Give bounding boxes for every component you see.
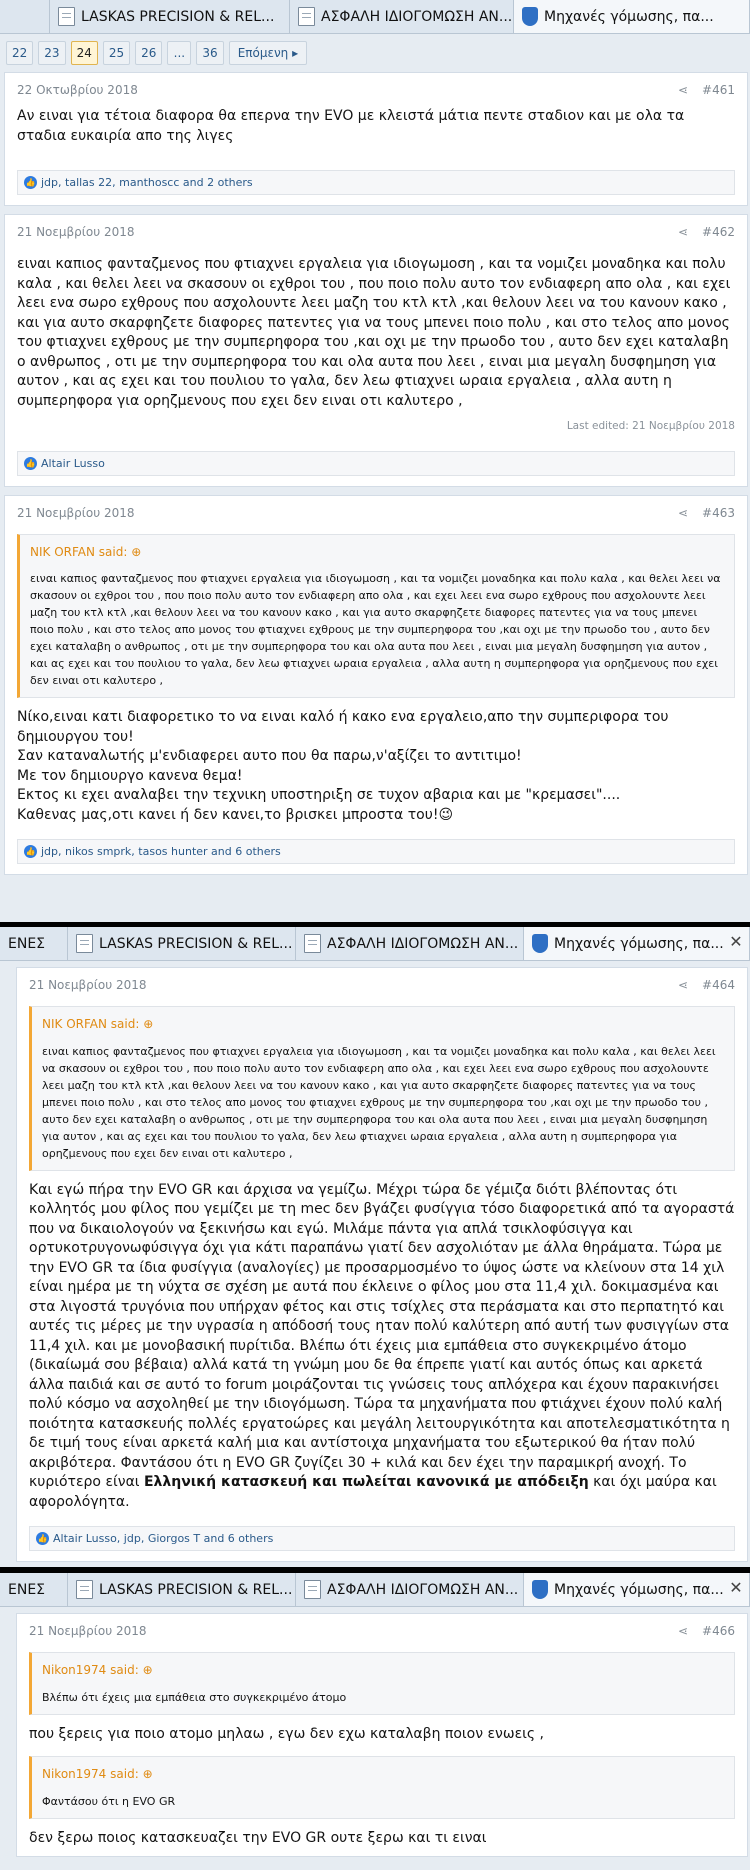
post-date[interactable]: 21 Νοεμβρίου 2018 bbox=[17, 225, 135, 239]
shield-icon bbox=[532, 1580, 548, 1599]
like-icon: 👍 bbox=[25, 458, 36, 468]
page-25[interactable]: 25 bbox=[103, 41, 130, 65]
quote-author[interactable] bbox=[32, 1007, 734, 1041]
post-number[interactable]: #463 bbox=[702, 505, 735, 520]
quote-author-label: Nikon1974 said: bbox=[42, 1767, 139, 1781]
post-body bbox=[5, 245, 747, 445]
post-461 bbox=[4, 72, 748, 206]
quote-text: ειναι καπιος φανταζμενος που φτιαχνει εργαλεια για ιδιογωμοση , και τα νομιζει μοναδηκα και πολυ καλα , και θελει λεει να σκασουν οι εχθροι του , που ποιο πολυ αυτο τον ενδιαφερη απο ολα , και εχει λεει ενα σωρο εχθρους που ασχολουντε λεει μαζη του κτλ κτλ ,και θελουν λεει να του κανουν κακο , και για αυτο σκαρφηζετε διαφορες πατεντες για να τους μπενει ποιο πολυ , και στο τελος απο μονος του φτιαχνει εχθρους με την συμπερηφορα του ,και οχι με την πρωοδο του , αυτο δεν εχει καταλαβη ο ανθρωπος , οτι με την συμπερηφορα του και ολα αυτα που λεει , ειναι μια μεγαλη δυσφημηση για αυτον , και ας εχει και του πουλιου το γαλα, δεν λεω φτιαχνει ωραια εργαλεια , αλλα αυτη η συμπερηφορα για ορηζμενους που εχει δεν ειναι οτι καλυτερο , bbox=[30, 572, 721, 687]
tab-label: ΑΣΦΑΛΗ ΙΔΙΟΓΟΜΩΣΗ ΑΝ... bbox=[327, 935, 519, 952]
share-icon[interactable]: ⋖ bbox=[677, 505, 689, 520]
close-icon[interactable]: ✕ bbox=[729, 932, 743, 951]
tab-label: LASKAS PRECISION & REL... bbox=[99, 935, 293, 952]
page-24-current[interactable]: 24 bbox=[71, 41, 98, 65]
pagination bbox=[0, 34, 750, 72]
quote-text: Φαντάσου ότι η EVO GR bbox=[42, 1794, 176, 1808]
post-text-main: Και εγώ πήρα την EVO GR και άρχισα να γεμίζω. Μέχρι τώρα δε γέμιζα διότι βλέποντας ότι κολλητός μου φίλος που γεμίζει με τη mec δεν βγάζει φυσίγγια τόσο διαφορετικά από τα αγοραστά που να δικαιολογούν να ξεκινήσω και εγώ. Μιλάμε πάντα για απλά τσικλοφύσιγγα και ορτυκοτρυγονωφύσιγγα όχι για κάτι παραπάνω γιατί δεν ασχολιόταν με άλλα θηράματα. Τώρα με την EVO GR τα ίδια φυσίγγια (αναλογίες) με προσαρμοσμένο το ύψος ώστε να κλείνουν στα 14 χιλ είναι ημέρα με τη νύχτα σε σχέση με αυτά που έκλεινε ο φίλος μου στα 11,4 χιλ. δοκιμασμένα και στα λιγοστά τρυγόνια που υπήρχαν φέτος και στις τσίχλες στα περάσματα και στο περπατητό και αυτές τις μέρες με την υγρασία η απόδοσή τους ηταν πολύ καλύτερη από αυτή των φυσιγγίων στα 11,4 χιλ. και με μονοβασική πυρίτιδα. Βλέπω ότι έχεις μια εμπάθεια στο συγκεκριμένο άτομο (δικαίωμά σου βέβαια) αλλά κατά τη γνώμη μου δε θα έπρεπε γιατί και αυτός όπως και αρκετά άλλα παιδιά και σε αυτό το forum μοιράζονται τις γνώσεις τους απλόχερα και έχουν παρακινήσει πολύ κόσμο να ασχοληθεί με την ιδιογόμωση. Τώρα τα μηχανήματα που φτιάχνει έχουν πολύ καλή ποιότητα κατασκευής πολλές εργατοώρες και μεγάλη λειτουργικότητα και αποτελεσματικότητα η δε τιμή τους είναι αρκετά καλή μια και αντίστοιχα μηχανήματα του εξωτερικού θα ήταν πολύ ακριβότερα. Φαντάσου ότι η EVO GR ζυγίζει 30 + κιλά και δεν έχει την παραμικρή ανοχή. Το κυριότερο είναι bbox=[29, 1181, 735, 1490]
tab-asfali[interactable] bbox=[290, 0, 514, 33]
post-line: Καθενας μας,οτι κανει ή δεν κανει,το βρισκει μπροστα του! bbox=[17, 806, 439, 823]
tab-label: LASKAS PRECISION & REL... bbox=[99, 1581, 293, 1598]
post-text-bold: Ελληνική κατασκευή και πωλείται κανονικά με απόδειξη bbox=[143, 1474, 589, 1490]
reply-text: δεν ξερω ποιος κατασκευαζει την EVO GR ουτε ξερω και τι ειναι bbox=[29, 1829, 487, 1846]
quote-text: ειναι καπιος φανταζμενος που φτιαχνει εργαλεια για ιδιογωμοση , και τα νομιζει μοναδηκα και πολυ καλα , και θελει λεει να σκασουν οι εχθροι του , που ποιο πολυ αυτο τον ενδιαφερη απο ολα , και εχει λεει ενα σωρο εχθρους που ασχολουντε λεει μαζη του κτλ κτλ ,και θελουν λεει να του κανουν κακο , και για αυτο σκαρφηζετε διαφορες πατεντες για να τους μπενει ποιο πολυ , και στο τελος απο μονος του φτιαχνει εχθρους με την συμπερηφορα του ,και οχι με την πρωοδο του , αυτο δεν εχει καταλαβη ο ανθρωπος , οτι με την συμπερηφορα του και ολα αυτα που λεει , ειναι μια μεγαλη δυσφημηση για αυτον , και ας εχει και του πουλιου το γαλα, δεν λεω φτιαχνει ωραια εργαλεια , αλλα αυτη η συμπερηφορα για ορηζμενους που εχει δεν ειναι οτι καλυτερο , bbox=[42, 1044, 716, 1160]
document-icon bbox=[76, 934, 93, 953]
post-number[interactable]: #464 bbox=[702, 978, 735, 992]
post-number[interactable]: #466 bbox=[702, 1624, 735, 1638]
last-edited: Last edited: 21 Νοεμβρίου 2018 bbox=[566, 420, 735, 432]
next-page-button[interactable]: Επόμενη ▸ bbox=[229, 41, 307, 65]
quote-author[interactable] bbox=[32, 1757, 734, 1791]
tab-partial[interactable] bbox=[0, 1573, 68, 1606]
reactions-bar[interactable] bbox=[29, 1526, 735, 1551]
quote-block bbox=[29, 1006, 735, 1171]
post-464 bbox=[16, 967, 748, 1562]
like-icon: 👍 bbox=[25, 847, 36, 856]
reactions-bar[interactable] bbox=[17, 170, 735, 195]
screenshot-b bbox=[0, 927, 750, 1567]
quote-author-label: NIK ORFAN said: bbox=[42, 1017, 140, 1031]
tab-asfali[interactable] bbox=[296, 927, 524, 960]
post-date[interactable]: 21 Νοεμβρίου 2018 bbox=[29, 1624, 147, 1638]
post-466 bbox=[16, 1613, 748, 1857]
tab-label: ΑΣΦΑΛΗ ΙΔΙΟΓΟΜΩΣΗ ΑΝ... bbox=[327, 1581, 519, 1598]
tab-partial[interactable] bbox=[0, 927, 68, 960]
up-circle-arrow-icon[interactable]: ⊕ bbox=[143, 1017, 154, 1031]
page-36[interactable]: 36 bbox=[196, 41, 223, 65]
post-number[interactable]: #462 bbox=[702, 225, 735, 239]
post-header bbox=[17, 1614, 747, 1644]
tab-label: LASKAS PRECISION & REL... bbox=[81, 8, 275, 25]
post-body bbox=[17, 1644, 747, 1856]
post-text: Αν ειναι για τέτοια διαφορα θα επερνα την EVO με κλειστά μάτια πεντε σταδιον και με ολα τα σταδια ευκαιρία απο της λιγες bbox=[17, 108, 685, 144]
post-header bbox=[5, 496, 747, 526]
page-22[interactable]: 22 bbox=[6, 41, 33, 65]
post-463 bbox=[4, 495, 748, 876]
browser-tab-bar bbox=[0, 927, 750, 961]
shield-icon bbox=[522, 7, 538, 26]
page-ellipsis[interactable]: ... bbox=[167, 41, 191, 65]
tab-laskas[interactable] bbox=[68, 927, 296, 960]
tab-label: Μηχανές γόμωσης, πα... bbox=[544, 8, 714, 25]
up-circle-arrow-icon[interactable]: ⊕ bbox=[131, 544, 142, 559]
post-body bbox=[5, 103, 747, 154]
post-text: ειναι καπιος φανταζμενος που φτιαχνει εργαλεια για ιδιογωμοση , και τα νομιζει μοναδηκα και πολυ καλα , και θελει λεει να σκασουν οι εχθροι του , που ποιο πολυ αυτο τον ενδιαφερη απο ολα , και εχει λεει ενα σωρο εχθρους που ασχολουντε λεει μαζη του κτλ κτλ ,και θελουν λεει να του κανουν κακο , και για αυτο σκαρφηζετε διαφορες πατεντες για να τους μπενει ποιο πολυ , και στο τελος απο μονος του φτιαχνει εχθρους με την συμπερηφορα του ,και οχι με την πρωοδο του , αυτο δεν εχει καταλαβη ο ανθρωπος , οτι με την συμπερηφορα του και ολα αυτα που λεει , ειναι μια μεγαλη δυσφημηση για αυτον , και ας εχει και του πουλιου το γαλα, δεν λεω φτιαχνει ωραια εργαλεια , αλλα αυτη η συμπερηφορα για ορηζμενους που εχει δεν ειναι οτι καλυτερο , bbox=[17, 256, 731, 409]
share-icon[interactable]: ⋖ bbox=[677, 978, 689, 992]
tab-laskas[interactable] bbox=[50, 0, 290, 33]
reply-text: που ξερεις για ποιο ατομο μηλαω , εγω δεν εχω καταλαβη ποιον ενωεις , bbox=[29, 1725, 545, 1742]
tab-label: Μηχανές γόμωσης, πα... bbox=[554, 1581, 724, 1598]
post-header bbox=[5, 73, 747, 103]
shield-icon bbox=[532, 934, 548, 953]
post-line: Εκτος κι εχει αναλαβει την τεχνικη υποστηριξη σε τυχον αβαρια και με "κρεμασει".... bbox=[17, 787, 621, 803]
tab-mixanes-gomosis[interactable] bbox=[514, 0, 750, 33]
post-header bbox=[17, 968, 747, 998]
wink-emoji: 😉 bbox=[438, 806, 454, 823]
quote-block bbox=[29, 1652, 735, 1715]
share-icon[interactable]: ⋖ bbox=[677, 1624, 689, 1638]
post-body bbox=[5, 526, 747, 834]
quote-block bbox=[29, 1756, 735, 1819]
tab-label: ΑΣΦΑΛΗ ΙΔΙΟΓΟΜΩΣΗ ΑΝ... bbox=[321, 8, 513, 25]
page-23[interactable]: 23 bbox=[38, 41, 65, 65]
page-26[interactable]: 26 bbox=[135, 41, 162, 65]
tab-mixanes-gomosis[interactable] bbox=[524, 1573, 750, 1606]
reactions-bar[interactable] bbox=[17, 451, 735, 476]
browser-tab-bar bbox=[0, 1573, 750, 1607]
share-icon[interactable]: ⋖ bbox=[677, 83, 689, 97]
document-icon bbox=[304, 1580, 321, 1599]
post-number[interactable]: #461 bbox=[702, 83, 735, 97]
reaction-users[interactable]: jdp, nikos smprk, tasos hunter and 6 others bbox=[41, 845, 281, 858]
quote-text: Βλέπω ότι έχεις μια εμπάθεια στο συγκεκριμένο άτομο bbox=[42, 1690, 347, 1704]
reaction-users[interactable]: Altair Lusso, jdp, Giorgos T and 6 others bbox=[53, 1532, 274, 1545]
quote-author-label: Nikon1974 said: bbox=[42, 1663, 139, 1677]
post-date[interactable]: 22 Οκτωβρίου 2018 bbox=[17, 83, 138, 97]
tab-laskas[interactable] bbox=[68, 1573, 296, 1606]
post-text-tail: και όχι μαύρα και αφορολόγητα. bbox=[29, 1474, 717, 1510]
reaction-users[interactable]: Altair Lusso bbox=[41, 456, 105, 470]
tab-label: ΕΝΕΣ bbox=[8, 935, 46, 952]
tab-partial[interactable] bbox=[0, 0, 50, 33]
quote-block bbox=[17, 534, 735, 699]
up-circle-arrow-icon[interactable]: ⊕ bbox=[142, 1663, 153, 1677]
post-line: Με τον δημιουργο κανενα θεμα! bbox=[17, 767, 243, 784]
tab-label: ΕΝΕΣ bbox=[8, 1581, 46, 1598]
quote-author[interactable] bbox=[32, 1653, 734, 1687]
quote-author-label: NIK ORFAN said: bbox=[30, 544, 128, 559]
tab-label: Μηχανές γόμωσης, πα... bbox=[554, 935, 724, 952]
post-date[interactable]: 21 Νοεμβρίου 2018 bbox=[29, 978, 147, 992]
document-icon bbox=[76, 1580, 93, 1599]
post-date[interactable]: 21 Νοεμβρίου 2018 bbox=[17, 505, 135, 520]
like-icon: 👍 bbox=[25, 178, 36, 187]
close-icon[interactable]: ✕ bbox=[729, 1578, 743, 1597]
post-line: Σαν καταναλωτής μ'ενδιαφερει αυτο που θα παρω,ν'αξίζει το αντιτιμο! bbox=[17, 748, 522, 764]
share-icon[interactable]: ⋖ bbox=[677, 225, 689, 239]
post-462 bbox=[4, 214, 748, 487]
tab-mixanes-gomosis[interactable] bbox=[524, 927, 750, 960]
quote-author[interactable] bbox=[20, 535, 734, 569]
like-icon: 👍 bbox=[37, 1534, 48, 1543]
up-circle-arrow-icon[interactable]: ⊕ bbox=[142, 1767, 153, 1781]
post-text bbox=[29, 1181, 735, 1513]
screenshot-a bbox=[0, 0, 750, 922]
browser-tab-bar bbox=[0, 0, 750, 34]
tab-asfali[interactable] bbox=[296, 1573, 524, 1606]
screenshot-c bbox=[0, 1573, 750, 1870]
post-header bbox=[5, 215, 747, 245]
document-icon bbox=[58, 7, 75, 26]
post-line: Νίκο,ειναι κατι διαφορετικο το να ειναι καλό ή κακο ενα εργαλειο,απο την συμπεριφορα του δημιουργου του! bbox=[17, 709, 669, 745]
document-icon bbox=[304, 934, 321, 953]
reaction-users[interactable]: jdp, tallas 22, manthoscc and 2 others bbox=[41, 176, 253, 189]
reactions-bar[interactable] bbox=[17, 839, 735, 864]
document-icon bbox=[298, 7, 315, 26]
post-body bbox=[17, 998, 747, 1520]
